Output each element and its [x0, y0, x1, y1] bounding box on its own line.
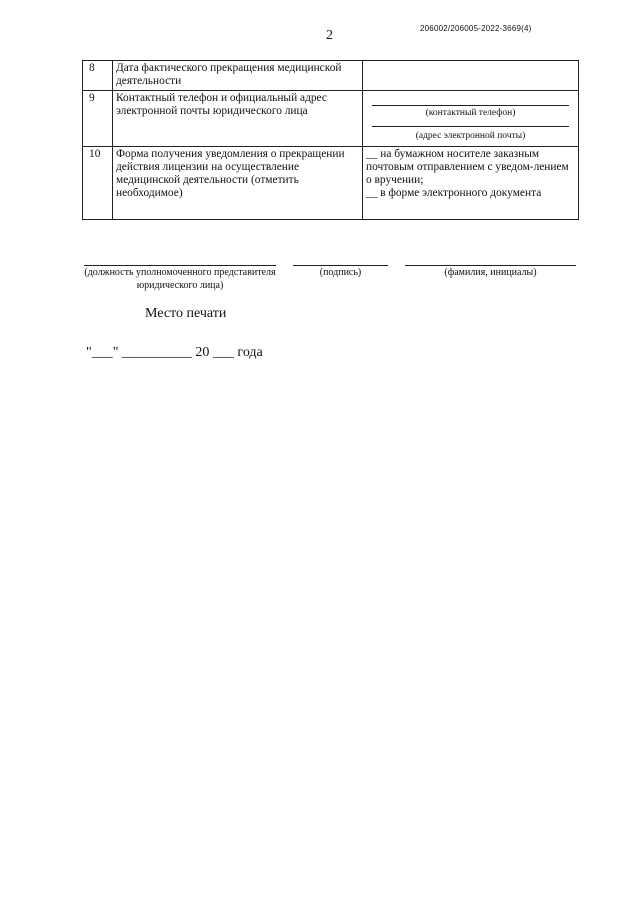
option-paper[interactable]: __ на бумажном носителе заказным почтовым отправлением с уведом-лением о вручении;: [366, 148, 569, 186]
phone-caption: (контактный телефон): [425, 108, 516, 118]
email-line: [372, 126, 569, 127]
page-number: 2: [326, 28, 333, 43]
contact-cell: [363, 91, 579, 147]
seal-place-label: Место печати: [145, 306, 227, 321]
table-row: [83, 147, 579, 220]
row-number: 8: [83, 61, 113, 91]
email-caption: (адрес электронной почты): [415, 131, 526, 141]
phone-line: [372, 105, 569, 106]
table-row: [83, 61, 579, 91]
form-table: [82, 60, 579, 220]
position-caption: (должность уполномоченного представителя юридического лица): [84, 267, 276, 291]
document-code: 206002/206005-2022-3669(4): [420, 24, 532, 33]
row-label: Контактный телефон и официальный адрес электронной почты юридического лица: [113, 91, 363, 147]
row-number: 9: [83, 91, 113, 147]
table-row: [83, 91, 579, 147]
date-line[interactable]: "___" __________ 20 ___ года: [86, 345, 263, 360]
row-value-field[interactable]: [363, 61, 579, 91]
phone-field[interactable]: [366, 92, 575, 119]
options-cell: [363, 147, 579, 220]
row-number: 10: [83, 147, 113, 220]
option-electronic[interactable]: __ в форме электронного документа: [366, 187, 542, 199]
row-label: Дата фактического прекращения медицинской деятельности: [113, 61, 363, 91]
name-caption: (фамилия, инициалы): [444, 267, 537, 278]
email-field[interactable]: [366, 118, 575, 145]
signature-caption: (подпись): [319, 267, 362, 278]
row-label: Форма получения уведомления о прекращении действия лицензии на осуществление медицинской деятельности (отметить необходимое): [113, 147, 363, 220]
